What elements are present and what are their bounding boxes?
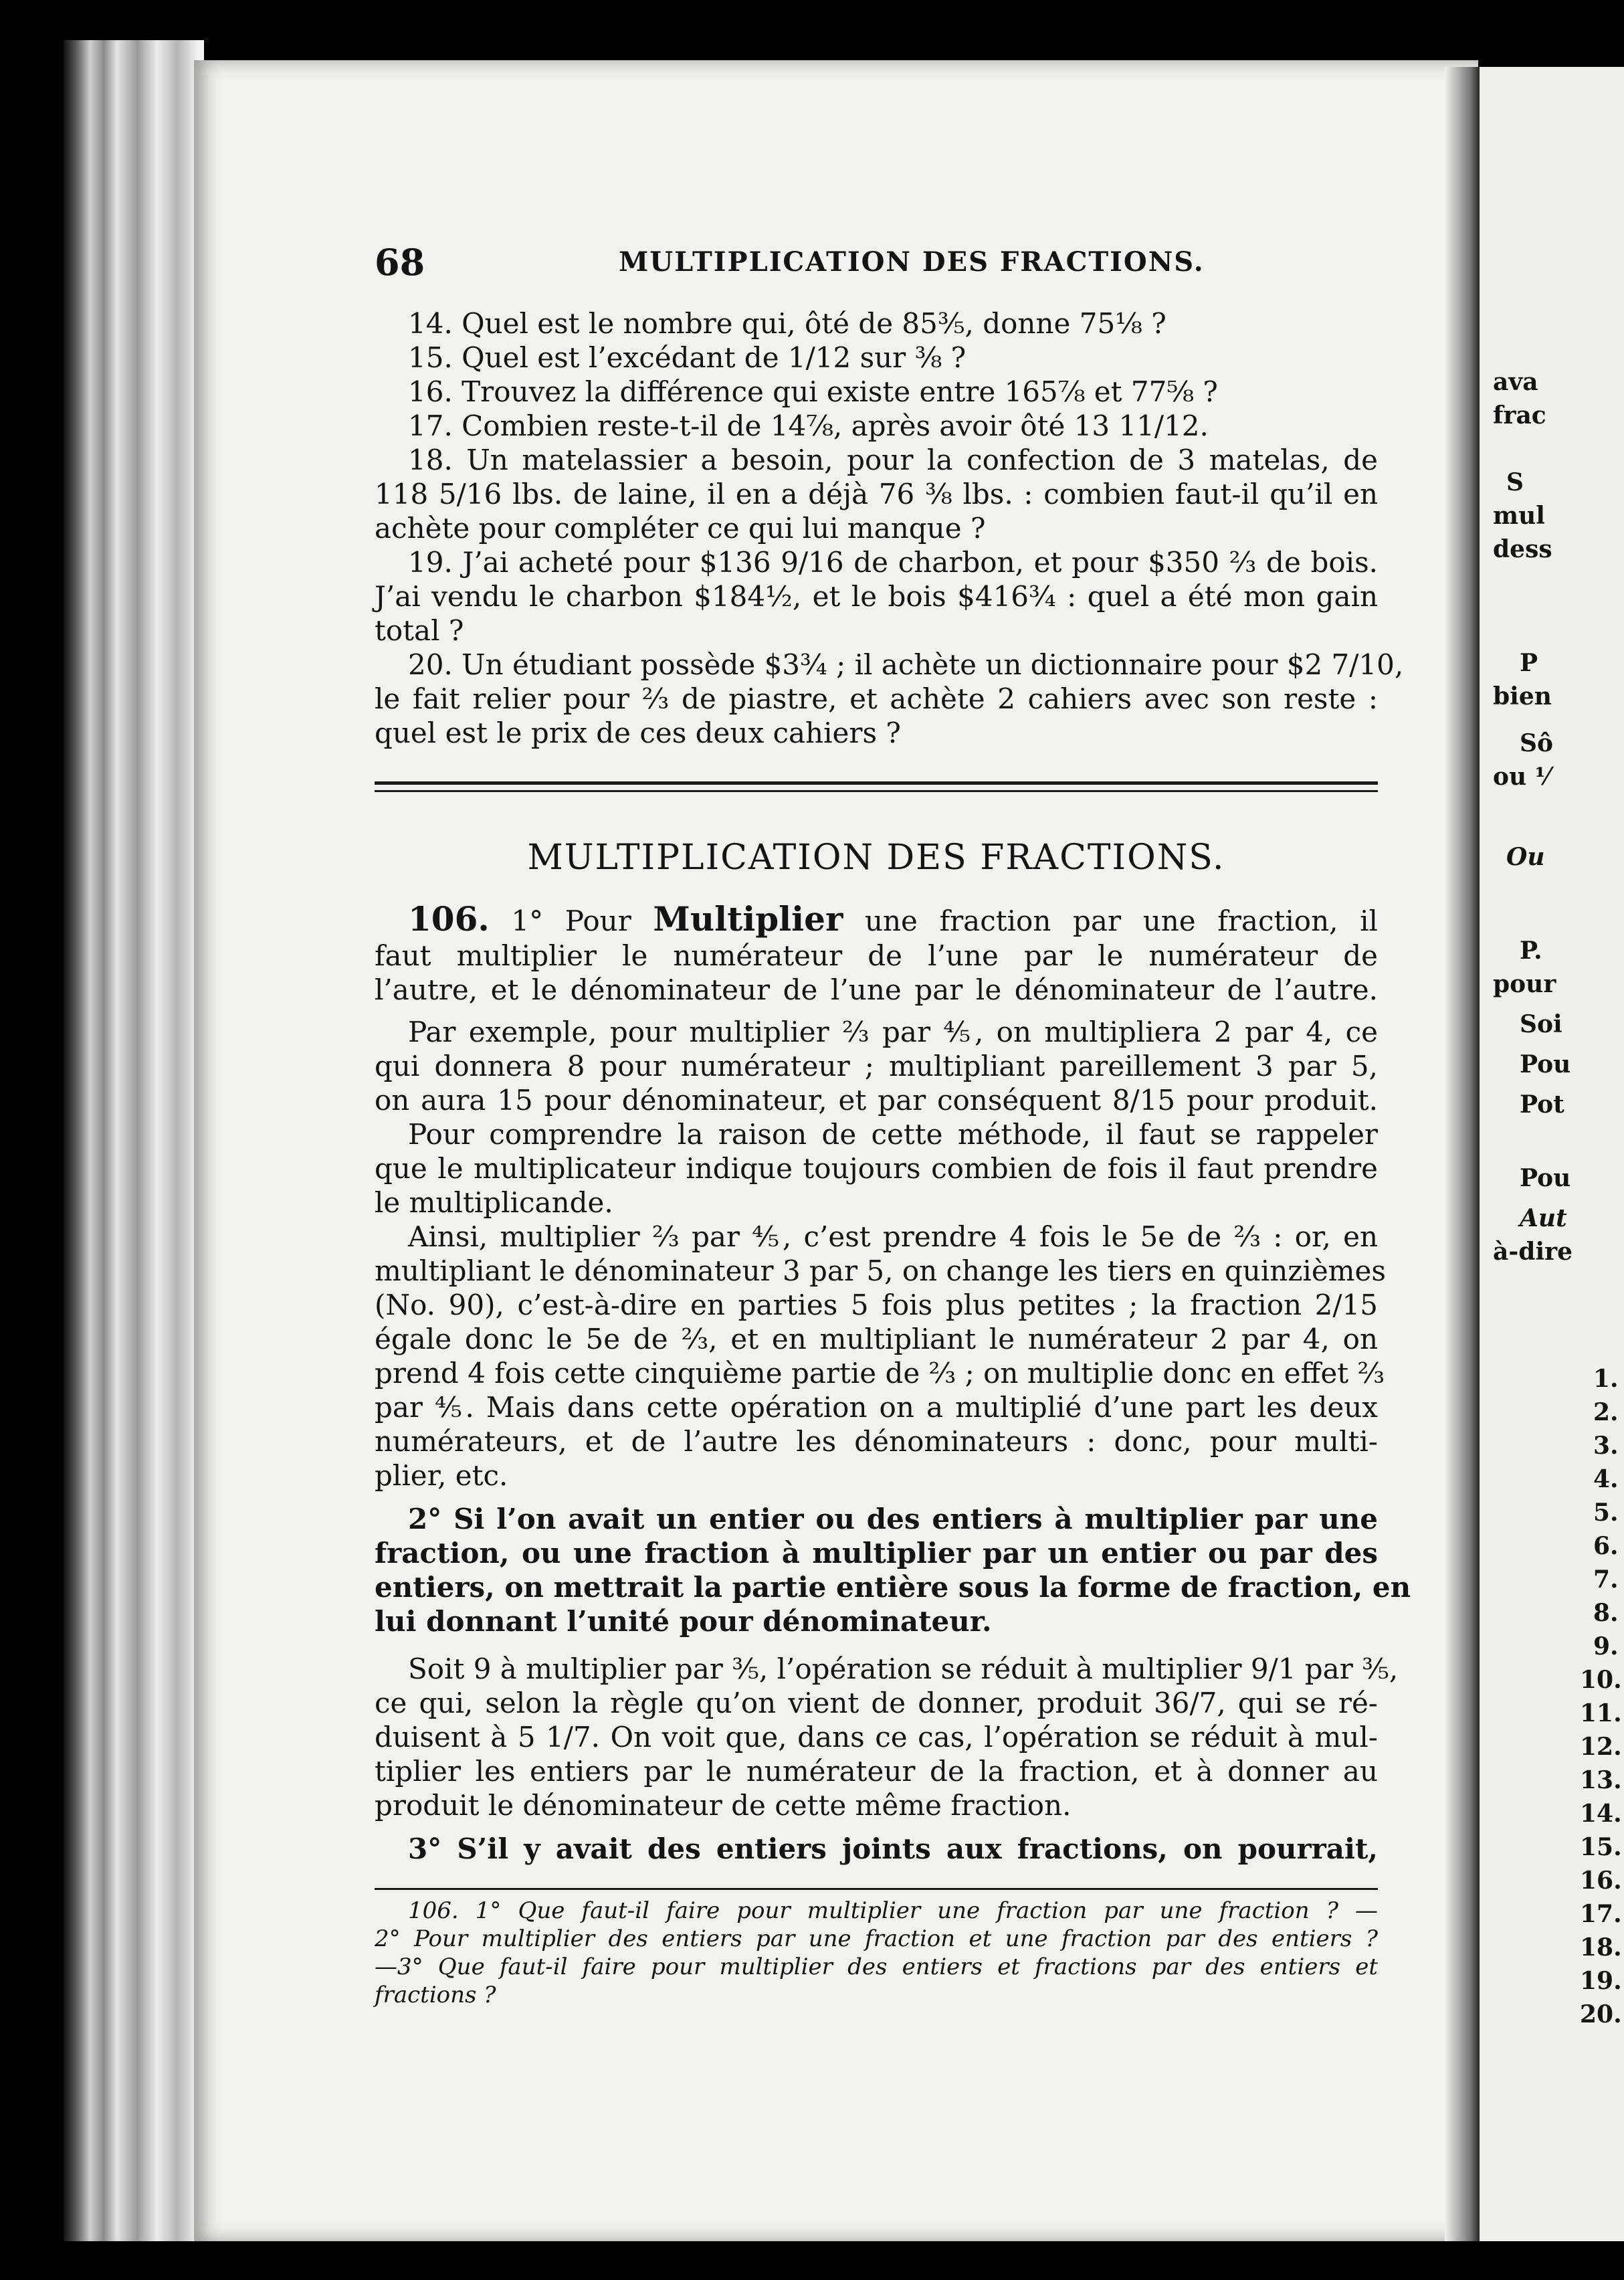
- facing-list-number: 20.: [1580, 2000, 1622, 2028]
- exercise-list: [375, 306, 1404, 750]
- facing-list-number: 9.: [1593, 1632, 1619, 1660]
- facing-text: P: [1520, 649, 1538, 677]
- article-line: prend 4 fois cette cinquième partie de ⅔ ; on multiplie donc en effet ⅔: [375, 1357, 1385, 1390]
- article-line: on aura 15 pour dénominateur, et par conséquent 8/15 pour produit.: [375, 1084, 1378, 1117]
- facing-list-number: 16.: [1580, 1867, 1622, 1895]
- facing-text: ava: [1493, 368, 1538, 396]
- article-first-line: [375, 900, 1378, 939]
- article-line: égale donc le 5e de ⅔, et en multipliant le numérateur 2 par 4, on: [375, 1323, 1378, 1355]
- footnote-line: fractions ?: [375, 1982, 496, 2008]
- facing-text: à-dire: [1493, 1238, 1572, 1266]
- facing-list-number: 15.: [1580, 1833, 1622, 1861]
- exercise-line: 15. Quel est l’excédant de 1/12 sur ⅜ ?: [408, 341, 967, 374]
- exercise-line: total ?: [375, 614, 464, 647]
- rule-line: 2° Si l’on avait un entier ou des entiers à multiplier par une: [408, 1503, 1378, 1535]
- footnote-line: 106. 1° Que faut-il faire pour multiplier une fraction par une fraction ? —: [408, 1897, 1378, 1924]
- page-header: [375, 241, 1378, 284]
- rule-line: 3° S’il y avait des entiers joints aux fractions, on pourrait,: [408, 1832, 1378, 1865]
- page-gutter: [1445, 67, 1482, 2241]
- facing-text: Aut: [1520, 1204, 1567, 1232]
- article-number: 106.: [408, 899, 490, 939]
- article-106: [375, 899, 1411, 1866]
- facing-list-number: 6.: [1593, 1532, 1619, 1560]
- running-title: MULTIPLICATION DES FRACTIONS.: [619, 246, 1205, 278]
- exercise-line: 19. J’ai acheté pour $136 9/16 de charbon, et pour $350 ⅔ de bois.: [408, 546, 1378, 579]
- exercise-line: 118 5/16 lbs. de laine, il en a déjà 76 ⅜ lbs. : combien faut-il qu’il en: [375, 478, 1378, 510]
- footnote: [375, 1897, 1378, 2009]
- facing-list-number: 12.: [1580, 1733, 1622, 1761]
- page-number: 68: [375, 241, 425, 284]
- facing-text: S: [1506, 468, 1524, 496]
- article-line: qui donnera 8 pour numérateur ; multipliant pareillement 3 par 5,: [375, 1050, 1378, 1082]
- facing-text: bien: [1493, 682, 1552, 710]
- exercise-line: 14. Quel est le nombre qui, ôté de 85⅗, donne 75⅛ ?: [408, 307, 1166, 340]
- facing-list-number: 1.: [1593, 1365, 1619, 1393]
- facing-list-number: 2.: [1593, 1398, 1619, 1426]
- facing-list-number: 4.: [1593, 1465, 1619, 1493]
- facing-text: pour: [1493, 970, 1556, 998]
- article-line: tiplier les entiers par le numérateur de la fraction, et à donner au: [375, 1755, 1378, 1788]
- rule-line: entiers, on mettrait la partie entière sous la forme de fraction, en: [375, 1571, 1411, 1604]
- exercise-line: 16. Trouvez la différence qui existe entre 165⅞ et 77⅝ ?: [408, 375, 1218, 408]
- exercise-line: achète pour compléter ce qui lui manque ?: [375, 512, 986, 545]
- facing-text: mul: [1493, 502, 1545, 530]
- facing-list-number: 11.: [1580, 1699, 1622, 1727]
- article-line: par ⅘. Mais dans cette opération on a multiplié d’une part les deux: [375, 1391, 1378, 1424]
- exercise-line: quel est le prix de ces deux cahiers ?: [375, 717, 901, 749]
- facing-list-number: 3.: [1593, 1432, 1619, 1460]
- article-line: numérateurs, et de l’autre les dénominateurs : donc, pour multi-: [375, 1425, 1378, 1458]
- facing-list-number: 14.: [1580, 1800, 1622, 1828]
- footnote-rule: [375, 1888, 1378, 1890]
- facing-list-number: 10.: [1580, 1666, 1622, 1694]
- facing-text: Pou: [1520, 1164, 1571, 1192]
- exercise-line: 20. Un étudiant possède $3¾ ; il achète un dictionnaire pour $2 7/10,: [408, 648, 1404, 681]
- article-keyword: Multiplier: [653, 899, 843, 939]
- facing-text: Sô: [1520, 729, 1554, 757]
- article-line: Soit 9 à multiplier par ⅗, l’opération se réduit à multiplier 9/1 par ⅗,: [408, 1652, 1399, 1685]
- article-line: (No. 90), c’est-à-dire en parties 5 fois plus petites ; la fraction 2/15: [375, 1289, 1378, 1321]
- footnote-line: 2° Pour multiplier des entiers par une fraction et une fraction par des entiers ?: [375, 1925, 1378, 1952]
- article-line: le multiplicande.: [375, 1186, 613, 1219]
- facing-text: Pot: [1520, 1090, 1564, 1119]
- facing-text: Ou: [1506, 843, 1545, 871]
- facing-list-number: 17.: [1580, 1900, 1622, 1928]
- facing-text: frac: [1493, 401, 1546, 430]
- exercise-line: le fait relier pour ⅔ de piastre, et achète 2 cahiers avec son reste :: [375, 682, 1378, 715]
- article-line: faut multiplier le numérateur de l’une par le numérateur de: [375, 939, 1378, 972]
- section-divider: [375, 781, 1378, 792]
- article-line: que le multiplicateur indique toujours combien de fois il faut prendre: [375, 1152, 1378, 1185]
- facing-text: dess: [1493, 535, 1552, 563]
- article-line: Par exemple, pour multiplier ⅔ par ⅘, on multipliera 2 par 4, ce: [408, 1016, 1378, 1048]
- article-text: une fraction par une fraction, il: [843, 905, 1378, 937]
- rule-line: lui donnant l’unité pour dénominateur.: [375, 1605, 992, 1638]
- facing-list-number: 13.: [1580, 1766, 1622, 1794]
- book-spine: [64, 40, 204, 2241]
- article-line: multipliant le dénominateur 3 par 5, on change les tiers en quinzièmes: [375, 1254, 1386, 1287]
- footnote-line: —3° Que faut-il faire pour multiplier des entiers et fractions par des entiers et: [375, 1954, 1378, 1980]
- article-line: produit le dénominateur de cette même fraction.: [375, 1789, 1072, 1822]
- rule-line: fraction, ou une fraction à multiplier par un entier ou par des: [375, 1537, 1378, 1570]
- section-title: MULTIPLICATION DES FRACTIONS.: [527, 838, 1225, 878]
- article-line: Ainsi, multiplier ⅔ par ⅘, c’est prendre 4 fois le 5e de ⅔ : or, en: [408, 1220, 1378, 1253]
- facing-list-number: 5.: [1593, 1499, 1619, 1527]
- facing-list-number: 8.: [1593, 1599, 1619, 1627]
- facing-list-number: 19.: [1580, 1967, 1622, 1995]
- article-line: plier, etc.: [375, 1459, 508, 1492]
- facing-list-number: 7.: [1593, 1565, 1619, 1594]
- facing-text: ou ¹⁄: [1493, 763, 1550, 791]
- facing-page-fragment: [1480, 67, 1624, 2241]
- exercise-line: 17. Combien reste-t-il de 14⅞, après avoir ôté 13 11/12.: [408, 409, 1209, 442]
- facing-text: Pou: [1520, 1050, 1571, 1078]
- facing-text: Soi: [1520, 1010, 1562, 1038]
- article-line: l’autre, et le dénominateur de l’une par le dénominateur de l’autre.: [375, 973, 1378, 1006]
- article-line: Pour comprendre la raison de cette méthode, il faut se rappeler: [408, 1118, 1378, 1151]
- article-line: duisent à 5 1/7. On voit que, dans ce cas, l’opération se réduit à mul-: [375, 1721, 1378, 1753]
- exercise-line: J’ai vendu le charbon $184½, et le bois $416¾ : quel a été mon gain: [375, 580, 1378, 613]
- facing-text: P.: [1520, 937, 1542, 965]
- article-text: 1° Pour: [489, 905, 653, 937]
- exercise-line: 18. Un matelassier a besoin, pour la confection de 3 matelas, de: [408, 444, 1378, 476]
- article-line: ce qui, selon la règle qu’on vient de donner, produit 36/7, qui se ré-: [375, 1687, 1378, 1719]
- facing-list-number: 18.: [1580, 1933, 1622, 1962]
